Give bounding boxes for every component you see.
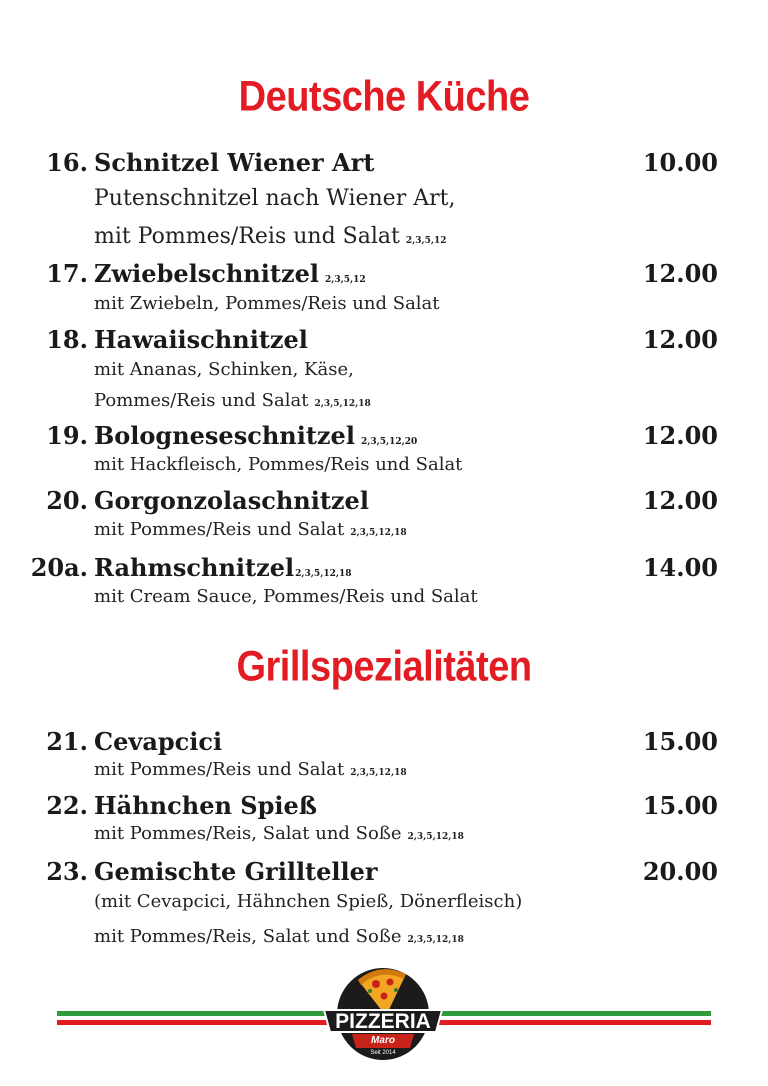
allergen-codes: 2,3,5,12,18: [295, 569, 352, 579]
allergen-codes: 2,3,5,12,18: [407, 935, 464, 945]
item-description: mit Hackfleisch, Pommes/Reis und Salat: [94, 454, 463, 475]
item-number: 22.: [46, 791, 88, 820]
item-description: Pommes/Reis und Salat 2,3,5,12,18: [94, 390, 371, 411]
item-price: 14.00: [642, 553, 718, 582]
item-price: 12.00: [642, 325, 718, 354]
allergen-codes: 2,3,5,12: [405, 236, 447, 246]
item-description: mit Ananas, Schinken, Käse,: [94, 359, 354, 380]
item-price: 12.00: [642, 259, 718, 288]
item-number: 21.: [46, 727, 88, 756]
allergen-codes: 2,3,5,12,18: [350, 768, 407, 778]
item-number: 16.: [46, 148, 88, 177]
item-price: 12.00: [642, 421, 718, 450]
item-name: Hähnchen Spieß: [94, 791, 317, 820]
item-description: mit Cream Sauce, Pommes/Reis und Salat: [94, 586, 478, 607]
item-description: Putenschnitzel nach Wiener Art,: [94, 186, 456, 211]
item-name: Rahmschnitzel2,3,5,12,18: [94, 553, 352, 582]
item-name: Hawaiischnitzel: [94, 325, 308, 354]
allergen-codes: 2,3,5,12: [324, 275, 366, 285]
item-name: Zwiebelschnitzel 2,3,5,12: [94, 259, 366, 288]
item-number: 20.: [46, 486, 88, 515]
logo-since: Seit 2014: [370, 1050, 396, 1056]
item-price: 15.00: [642, 727, 718, 756]
item-price: 10.00: [642, 148, 718, 177]
allergen-codes: 2,3,5,12,18: [407, 832, 464, 842]
item-description: mit Zwiebeln, Pommes/Reis und Salat: [94, 293, 440, 314]
item-description: mit Pommes/Reis und Salat 2,3,5,12: [94, 224, 447, 249]
item-name: Bologneseschnitzel 2,3,5,12,20: [94, 421, 418, 450]
item-description: mit Pommes/Reis, Salat und Soße 2,3,5,12,18: [94, 926, 464, 947]
item-description: mit Pommes/Reis, Salat und Soße 2,3,5,12,18: [94, 823, 464, 844]
item-number: 19.: [46, 421, 88, 450]
item-number: 20a.: [30, 553, 88, 582]
item-name: Cevapcici: [94, 727, 223, 756]
allergen-codes: 2,3,5,12,18: [350, 528, 407, 538]
section-title-grillspezialitaeten: Grillspezialitäten: [236, 643, 532, 691]
item-number: 23.: [46, 857, 88, 886]
allergen-codes: 2,3,5,12,20: [360, 437, 418, 447]
item-price: 12.00: [642, 486, 718, 515]
item-description: (mit Cevapcici, Hähnchen Spieß, Dönerfleisch): [94, 891, 523, 912]
item-number: 18.: [46, 325, 88, 354]
item-price: 15.00: [642, 791, 718, 820]
logo-subtitle: Maro: [371, 1035, 395, 1046]
item-price: 20.00: [642, 857, 718, 886]
logo-name: PIZZERIA: [335, 1010, 431, 1033]
section-title-deutsche-kueche: Deutsche Küche: [238, 73, 530, 121]
pizzeria-logo: [318, 958, 448, 1068]
item-name: Gemischte Grillteller: [94, 857, 378, 886]
item-description: mit Pommes/Reis und Salat 2,3,5,12,18: [94, 759, 407, 780]
item-name: Schnitzel Wiener Art: [94, 148, 375, 177]
allergen-codes: 2,3,5,12,18: [314, 399, 371, 409]
item-description: mit Pommes/Reis und Salat 2,3,5,12,18: [94, 519, 407, 540]
item-number: 17.: [46, 259, 88, 288]
item-name: Gorgonzolaschnitzel: [94, 486, 369, 515]
